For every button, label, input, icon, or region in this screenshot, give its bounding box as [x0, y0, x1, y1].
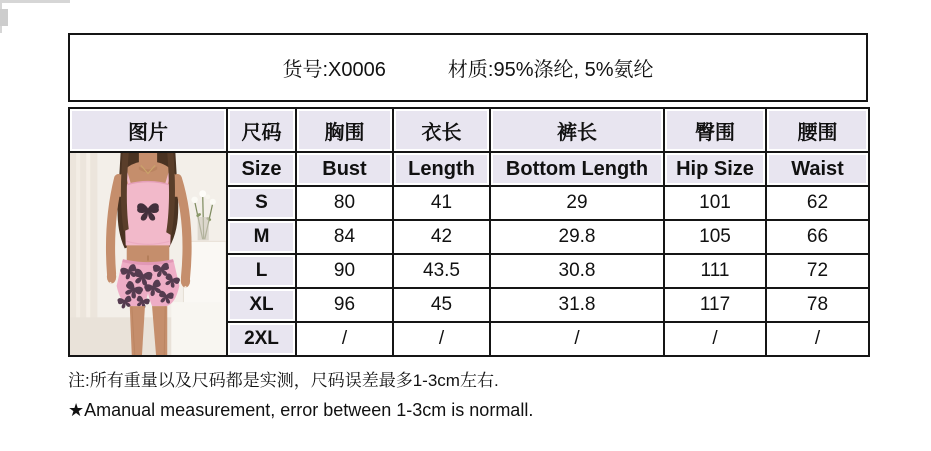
- length-value: 42: [393, 220, 490, 254]
- hip-value: /: [664, 322, 766, 356]
- note-chinese: 注:所有重量以及尺码都是实测，尺码误差最多1-3cm左右.: [68, 371, 499, 390]
- product-photo-image: [70, 153, 226, 355]
- header-row-cn: [69, 108, 869, 152]
- header-row-en: [69, 152, 869, 186]
- col-header-length-en: Length: [393, 152, 490, 186]
- length-value: 45: [393, 288, 490, 322]
- hip-value: 101: [664, 186, 766, 220]
- size-label: S: [227, 186, 296, 220]
- bust-value: 96: [296, 288, 393, 322]
- size-label: XL: [227, 288, 296, 322]
- length-value: 41: [393, 186, 490, 220]
- length-value: 43.5: [393, 254, 490, 288]
- hip-value: 111: [664, 254, 766, 288]
- waist-value: 72: [766, 254, 869, 288]
- bust-value: 90: [296, 254, 393, 288]
- waist-value: /: [766, 322, 869, 356]
- col-header-bust-cn: 胸围: [296, 108, 393, 152]
- bottom-length-value: 29: [490, 186, 664, 220]
- col-header-bottom-cn: 裤长: [490, 108, 664, 152]
- col-header-bottom-en: Bottom Length: [490, 152, 664, 186]
- col-header-size-en: Size: [227, 152, 296, 186]
- bottom-length-value: 31.8: [490, 288, 664, 322]
- bottom-length-value: 30.8: [490, 254, 664, 288]
- col-header-bust-en: Bust: [296, 152, 393, 186]
- size-label: M: [227, 220, 296, 254]
- bust-value: 84: [296, 220, 393, 254]
- bust-value: /: [296, 322, 393, 356]
- item-number-text: 货号:X0006: [282, 59, 386, 81]
- info-header: [68, 33, 868, 102]
- corner-artifact-top: [0, 0, 70, 3]
- size-label: 2XL: [227, 322, 296, 356]
- hip-value: 105: [664, 220, 766, 254]
- hip-value: 117: [664, 288, 766, 322]
- col-header-length-cn: 衣长: [393, 108, 490, 152]
- bust-value: 80: [296, 186, 393, 220]
- length-value: /: [393, 322, 490, 356]
- col-header-size-cn: 尺码: [227, 108, 296, 152]
- material-text: 材质:95%涤纶, 5%氨纶: [447, 59, 654, 81]
- sheet: [68, 33, 868, 421]
- waist-value: 78: [766, 288, 869, 322]
- waist-value: 62: [766, 186, 869, 220]
- col-header-waist-en: Waist: [766, 152, 869, 186]
- col-header-hip-cn: 臀围: [664, 108, 766, 152]
- size-chart-table: [68, 107, 870, 357]
- col-header-waist-cn: 腰围: [766, 108, 869, 152]
- col-header-photo-cn: 图片: [69, 108, 227, 152]
- bottom-length-value: /: [490, 322, 664, 356]
- waist-value: 66: [766, 220, 869, 254]
- size-label: L: [227, 254, 296, 288]
- product-photo: [69, 152, 227, 356]
- cami-top: [124, 182, 173, 249]
- corner-artifact-block: [0, 9, 8, 26]
- note-english: ★Amanual measurement, error between 1-3cm is normall.: [68, 400, 534, 420]
- bottom-length-value: 29.8: [490, 220, 664, 254]
- bench: [171, 302, 226, 355]
- col-header-hip-en: Hip Size: [664, 152, 766, 186]
